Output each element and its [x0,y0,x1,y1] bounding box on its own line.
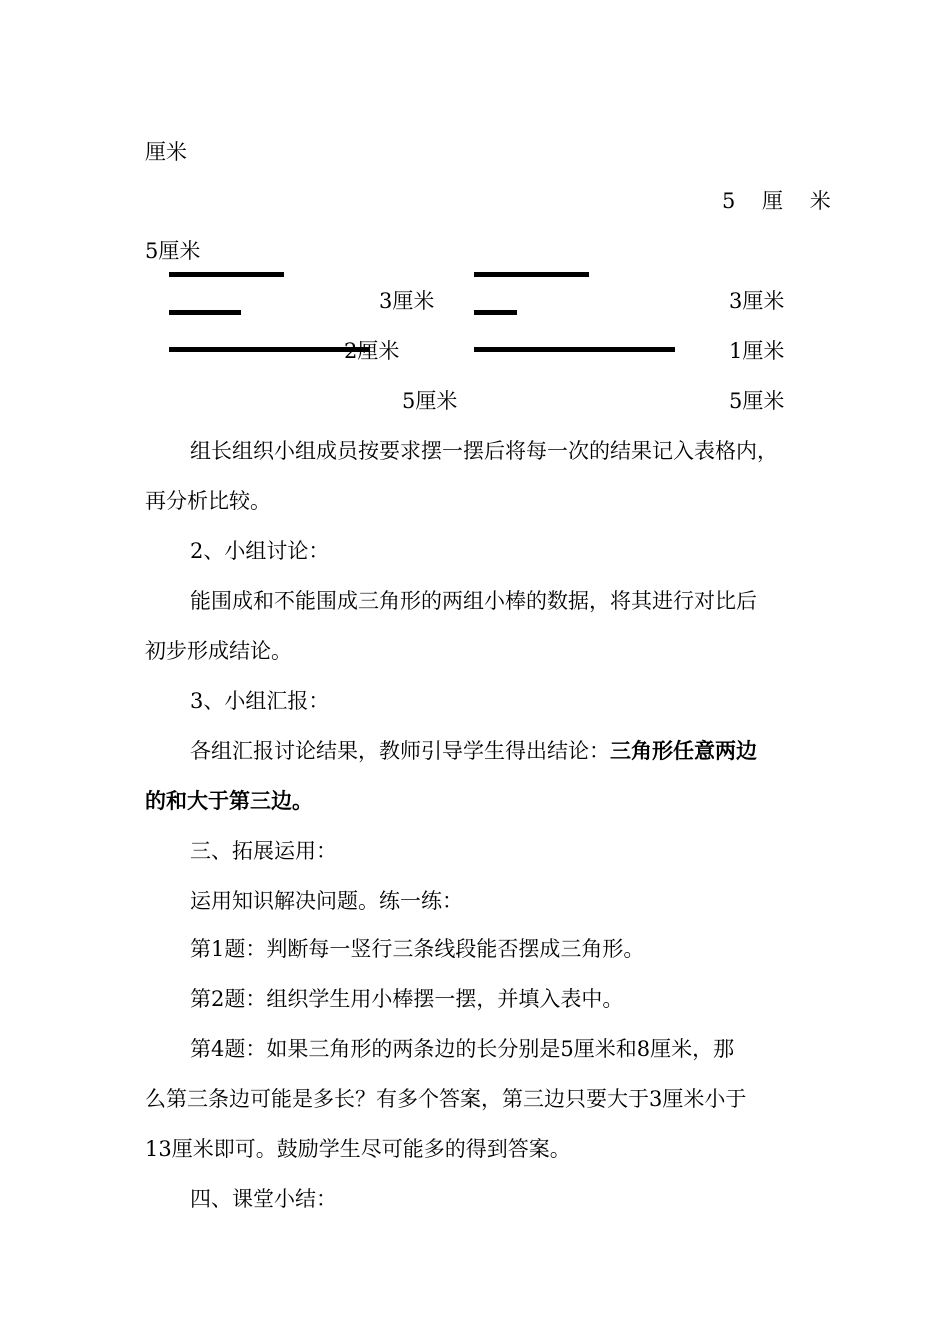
left-stick-bottom [169,347,369,352]
left-label-a: 3厘米 [379,289,435,313]
right-stick-middle [474,310,517,315]
left-top-label: 5厘米 [145,239,201,263]
left-label-c: 5厘米 [402,389,458,413]
question-1: 第1题：判断每一竖行三条线段能否摆成三角形。 [190,937,645,961]
paragraph-2-line-1: 能围成和不能围成三角形的两组小棒的数据，将其进行对比后 [190,589,757,613]
right-stick-bottom [474,347,675,352]
right-label-c: 5厘米 [729,389,785,413]
conclusion-bold-text: 三角形任意两边 [610,738,757,763]
right-stick-top [474,272,589,277]
section-4-heading: 四、课堂小结： [190,1187,337,1211]
question-4-line-2: 么第三条边可能是多长？有多个答案，第三边只要大于3厘米小于 [145,1087,747,1111]
left-stick-middle [169,310,241,315]
heading-group-discussion: 2、小组讨论： [190,539,330,563]
right-label-b: 1厘米 [729,339,785,363]
cm-fragment: 厘米 [145,140,187,164]
practice-intro: 运用知识解决问题。练一练： [190,889,463,913]
section-3-heading: 三、拓展运用： [190,839,337,863]
paragraph-1-line-2: 再分析比较。 [145,489,271,513]
question-4-line-1: 第4题：如果三角形的两条边的长分别是5厘米和8厘米，那 [190,1037,735,1061]
paragraph-3-normal-text: 各组汇报讨论结果，教师引导学生得出结论： [190,739,610,763]
right-top-label: 5 厘 米 [722,189,841,213]
conclusion-bold-line-2: 的和大于第三边。 [145,788,313,813]
paragraph-3-line-1 [190,739,757,763]
heading-group-report: 3、小组汇报： [190,689,330,713]
question-2: 第2题：组织学生用小棒摆一摆，并填入表中。 [190,987,624,1011]
left-stick-top [169,272,284,277]
right-label-a: 3厘米 [729,289,785,313]
paragraph-2-line-2: 初步形成结论。 [145,639,292,663]
paragraph-1-line-1: 组长组织小组成员按要求摆一摆后将每一次的结果记入表格内， [190,439,778,463]
question-4-line-3: 13厘米即可。鼓励学生尽可能多的得到答案。 [145,1137,571,1161]
left-label-b: 2厘米 [344,339,400,363]
